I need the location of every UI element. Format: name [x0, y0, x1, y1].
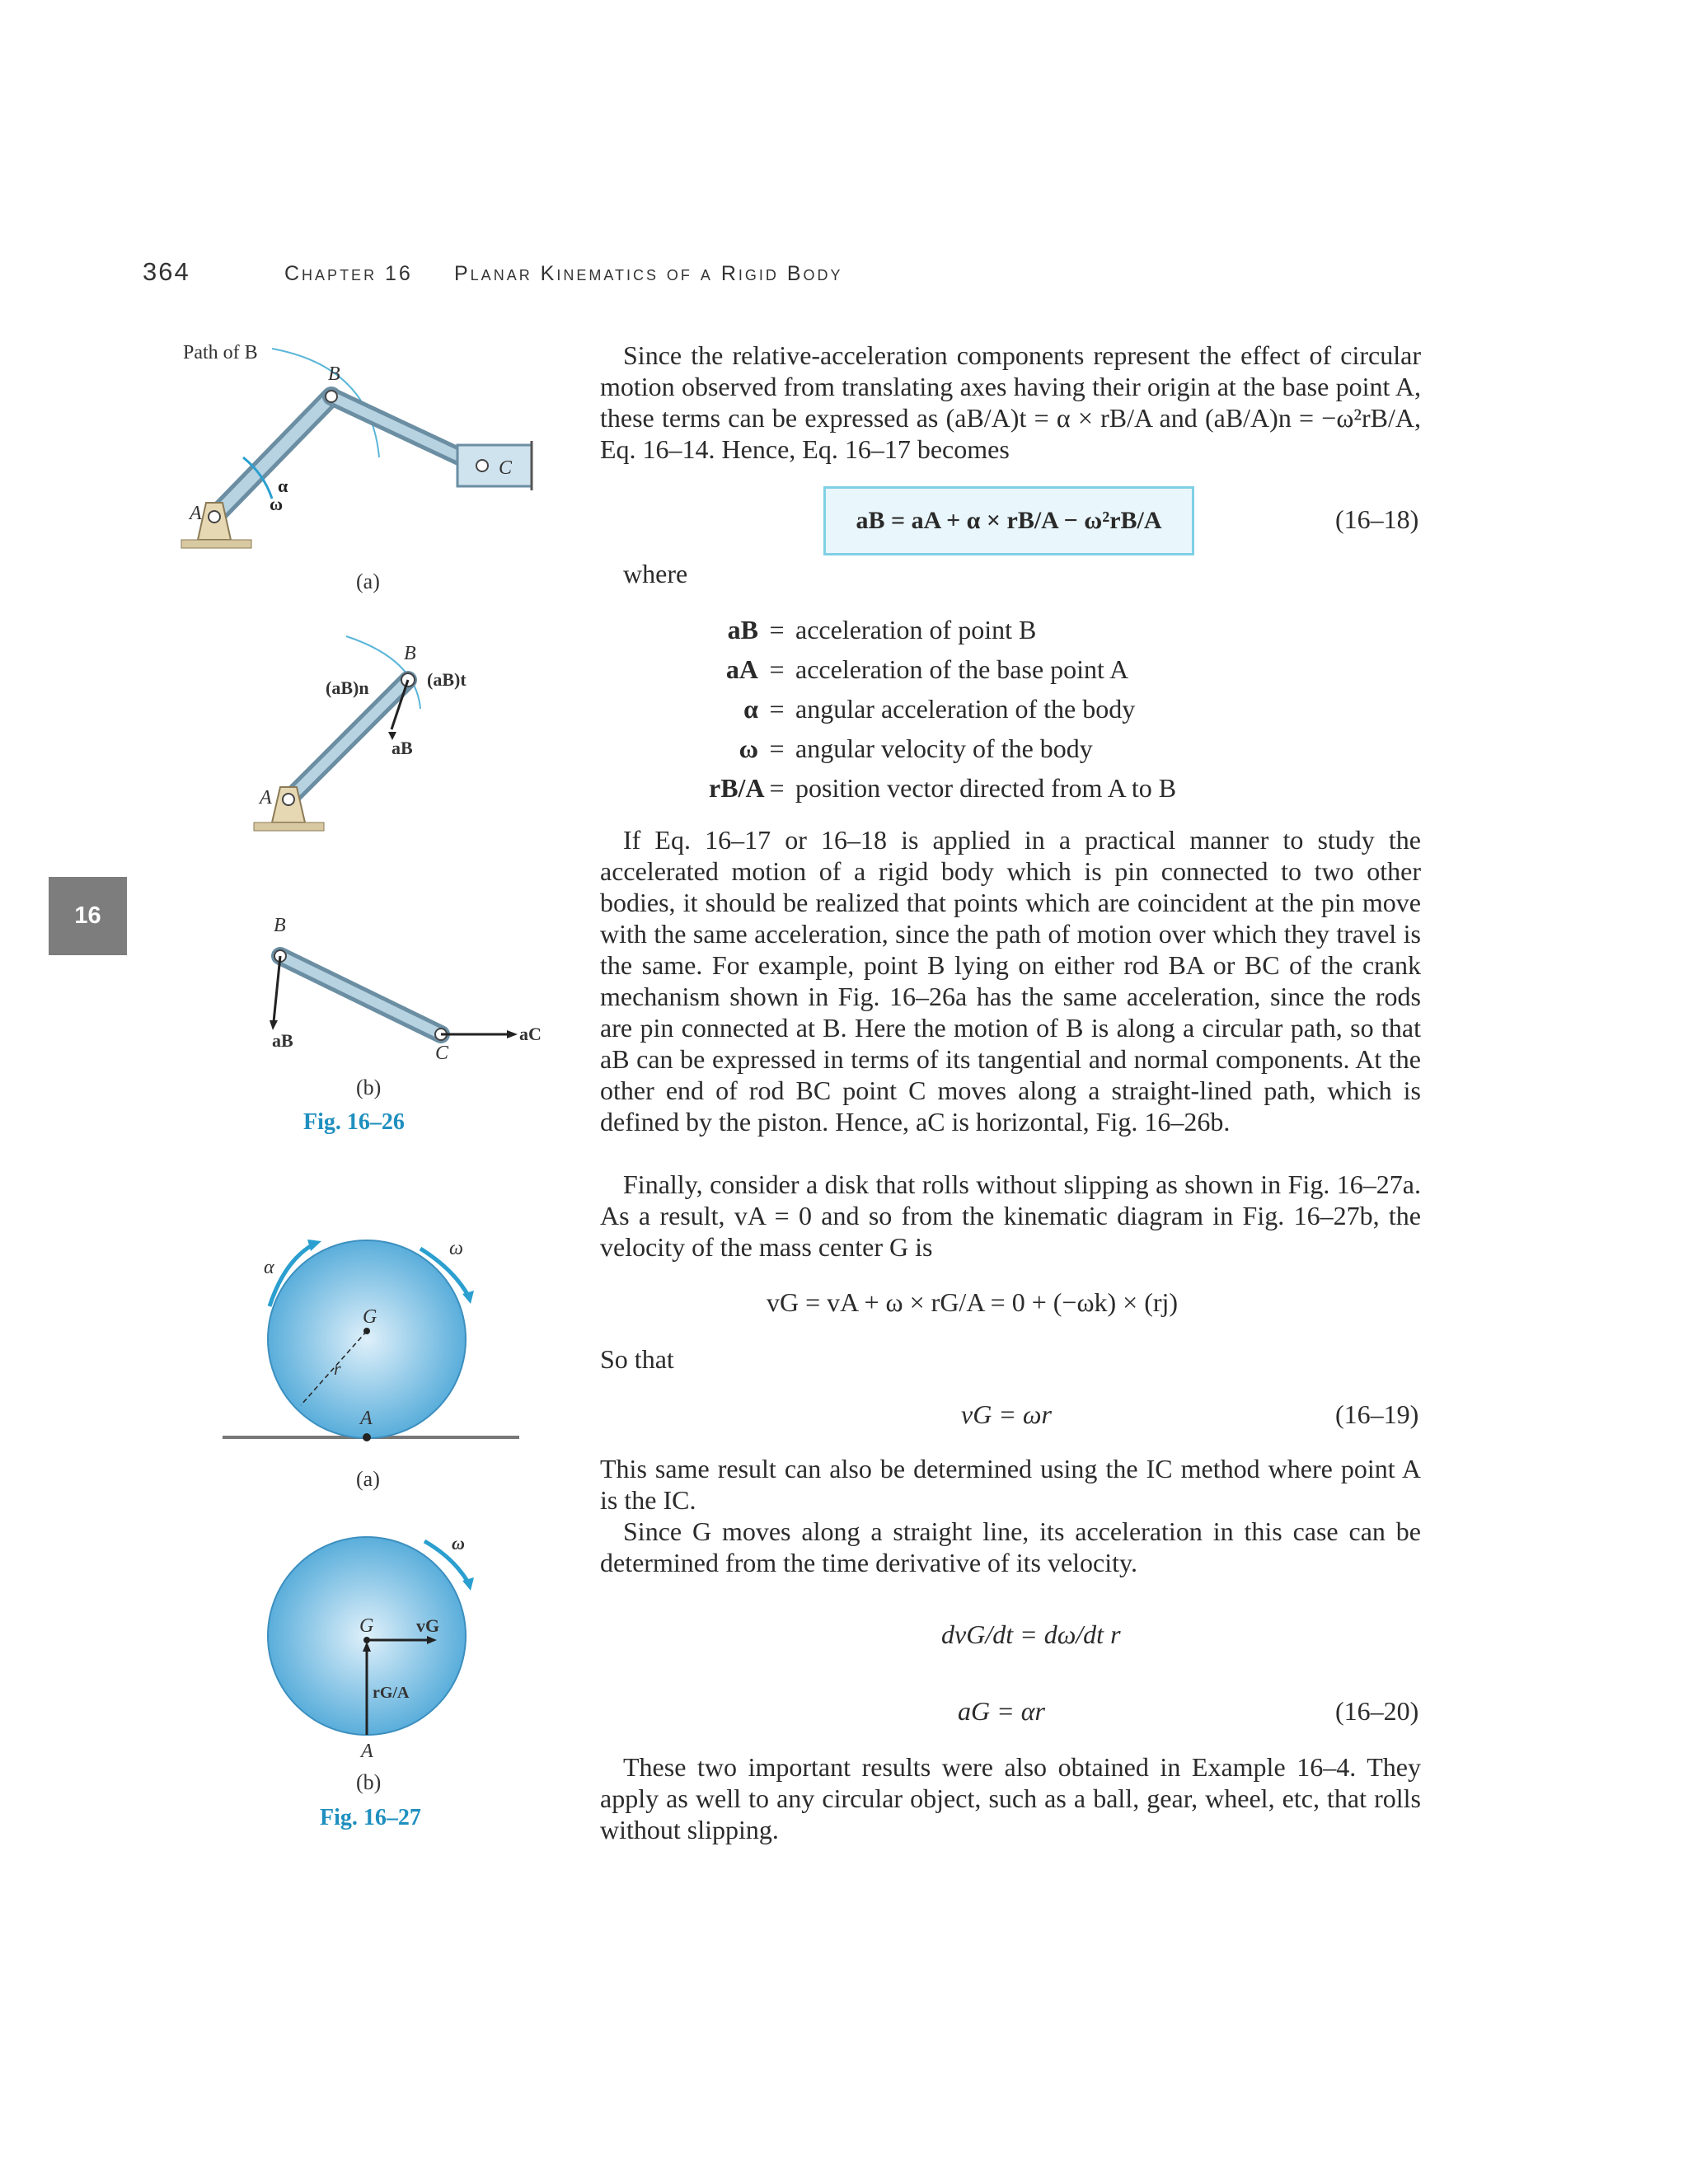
- fig27-sub-a: (a): [356, 1467, 380, 1491]
- definition-row: aB = acceleration of point B: [709, 610, 1176, 649]
- definition-row: aA = acceleration of the base point A: [709, 649, 1176, 689]
- svg-text:aB: aB: [392, 738, 413, 758]
- fig26-sub-b: (b): [356, 1076, 382, 1099]
- svg-text:α: α: [264, 1257, 274, 1278]
- eq-number-16-18: (16–18): [1335, 504, 1419, 534]
- svg-text:(aB)t: (aB)t: [427, 669, 467, 690]
- svg-text:ω: ω: [449, 1238, 463, 1259]
- definition-row: rB/A = position vector directed from A to B: [709, 768, 1176, 808]
- equation-16-19: vG = ωr: [961, 1399, 1052, 1429]
- equation-16-18: aB = aA + α × rB/A − ω²rB/A: [856, 507, 1162, 534]
- definitions-list: [709, 610, 1176, 808]
- equation-16-18-box: [823, 486, 1194, 555]
- fig26-caption: Fig. 16–26: [303, 1109, 405, 1135]
- definition-symbol: aB: [727, 615, 758, 644]
- svg-text:G: G: [359, 1615, 374, 1637]
- svg-text:B: B: [328, 363, 340, 385]
- eq-number-16-20: (16–20): [1335, 1696, 1419, 1726]
- equation-16-20: aG = αr: [958, 1696, 1045, 1726]
- svg-text:B: B: [274, 915, 286, 936]
- chapter-tab: 16: [49, 877, 127, 955]
- svg-text:aC: aC: [519, 1024, 542, 1044]
- paragraph-1: Since the relative-acceleration components represent the effect of circular motion observed from translating axes having their origin at the base point A, these terms can be expressed as (aB/A)t = α × rB/A and (aB/A)n = −ω²rB/A, Eq. 16–14. Hence, Eq. 16–17 becomes: [600, 340, 1421, 464]
- figure-16-27b: [256, 1525, 503, 1760]
- svg-text:C: C: [435, 1043, 449, 1064]
- path-of-b-label: Path of B: [183, 342, 258, 363]
- eq-number-16-19: (16–19): [1335, 1399, 1419, 1429]
- paragraph-2: If Eq. 16–17 or 16–18 is applied in a practical manner to study the accelerated motion of a rigid body which is pin connected to two other bodies, it should be realized that points which are coincident at the pin move with the same acceleration, since the path of motion over which they travel is the same. For example, point B lying on either rod BA or BC of the crank mechanism shown in Fig. 16–26a has the same acceleration, since the rods are pin connected at B. Here the motion of B is along a circular path, so that aB can be expressed in terms of its tangential and normal components. At the other end of rod BC point C moves along a straight-lined path, which is defined by the piston. Hence, aC is horizontal, Fig. 16–26b.: [600, 825, 1421, 1137]
- definition-row: α = angular acceleration of the body: [709, 689, 1176, 729]
- paragraph-5: Since G moves along a straight line, its acceleration in this case can be determined from the time derivative of its velocity.: [600, 1516, 1421, 1577]
- svg-text:ω: ω: [270, 494, 284, 514]
- definition-text: position vector directed from A to B: [795, 773, 1177, 803]
- svg-text:(aB)n: (aB)n: [326, 677, 369, 698]
- svg-text:A: A: [361, 1741, 373, 1760]
- definition-row: ω = angular velocity of the body: [709, 729, 1176, 768]
- figure-16-26b-rod: [247, 915, 560, 1080]
- fig27-caption: Fig. 16–27: [320, 1805, 421, 1830]
- svg-text:A: A: [190, 503, 202, 524]
- svg-text:rG/A: rG/A: [373, 1684, 410, 1702]
- paragraph-4: This same result can also be determined using the IC method where point A is the IC.: [600, 1454, 1421, 1515]
- chapter-title: Planar Kinematics of a Rigid Body: [454, 262, 843, 285]
- paragraph-6: These two important results were also obtained in Example 16–4. They apply as well to any circular object, such as a ball, gear, wheel, etc, that rolls without slipping.: [600, 1752, 1421, 1844]
- page-number: 364: [143, 257, 190, 286]
- definition-symbol: aA: [725, 654, 758, 684]
- figure-16-27a: [218, 1228, 532, 1459]
- svg-text:r: r: [334, 1358, 341, 1379]
- so-that-label: So that: [600, 1344, 674, 1374]
- definition-text: acceleration of point B: [795, 615, 1037, 644]
- svg-text:vG: vG: [416, 1615, 440, 1636]
- svg-text:B: B: [404, 643, 416, 664]
- equation-derivative: dvG/dt = dω/dt r: [941, 1619, 1121, 1649]
- fig27-sub-b: (b): [356, 1770, 382, 1794]
- paragraph-3: Finally, consider a disk that rolls without slipping as shown in Fig. 16–27a. As a result, vA = 0 and so from the kinematic diagram in Fig. 16–27b, the velocity of the mass center G is: [600, 1169, 1421, 1262]
- definition-text: angular velocity of the body: [795, 733, 1093, 763]
- definition-text: acceleration of the base point A: [795, 654, 1129, 684]
- piston-block: [457, 445, 532, 486]
- where-label: where: [623, 559, 688, 588]
- equation-vg: vG = vA + ω × rG/A = 0 + (−ωk) × (rj): [767, 1287, 1179, 1317]
- definition-text: angular acceleration of the body: [795, 694, 1136, 724]
- svg-text:α: α: [278, 476, 288, 496]
- fig26-sub-a: (a): [356, 569, 380, 593]
- svg-text:ω: ω: [452, 1533, 465, 1554]
- svg-text:C: C: [499, 457, 513, 479]
- definition-symbol: α: [743, 694, 758, 724]
- definition-symbol: rB/A: [709, 773, 765, 803]
- figure-16-26a: [165, 334, 560, 606]
- svg-text:A: A: [360, 1408, 373, 1429]
- svg-text:A: A: [260, 787, 272, 808]
- definition-symbol: ω: [738, 733, 758, 763]
- chapter-label: Chapter 16: [284, 262, 413, 285]
- figure-16-26b-link: [239, 635, 486, 841]
- svg-text:G: G: [363, 1306, 377, 1328]
- svg-text:aB: aB: [272, 1030, 293, 1051]
